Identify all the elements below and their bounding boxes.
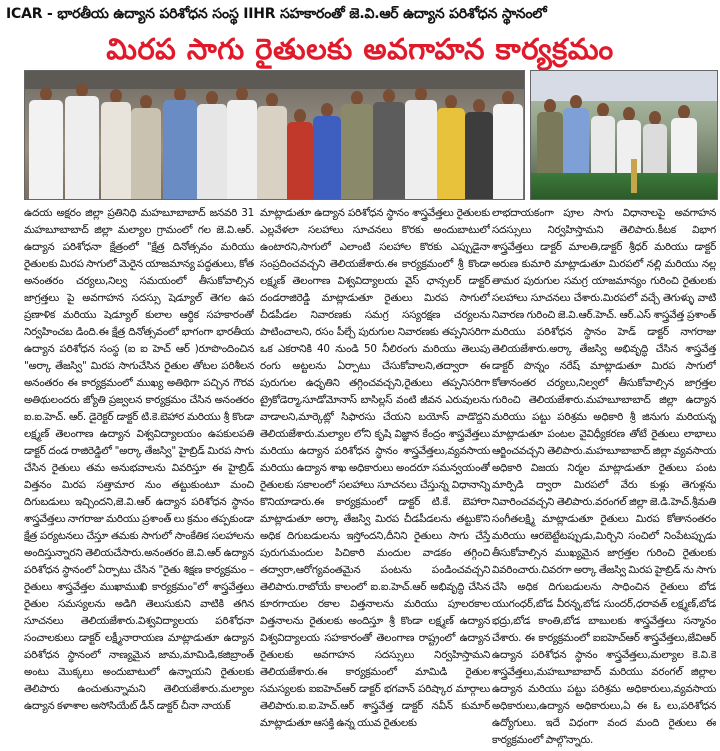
person-figure bbox=[405, 87, 437, 199]
person-figure bbox=[493, 91, 523, 199]
ground bbox=[531, 173, 717, 199]
person-figure bbox=[373, 89, 405, 199]
person-figure bbox=[313, 103, 341, 199]
building-wall bbox=[25, 71, 524, 89]
article-column-3: లాభదాయకంగా పూల సాగు విధానాలపై అవగాహన సదస్సులు నిర్వహిస్తామని తెలిపారు.కీటక విభాగ శాస్త్రవేత్తలు డాక్టర్ మాలతి,డాక్టర్ శ్రీధర్ మరియు డాక్టర్ అరుణ కుమారి మాట్లాడుతూ మిరపలో నల్లి మరియు నల్ల తామర పురుగుల సమగ్ర యాజమాన్యం గురించి రైతులకు సలహాలు సూచనలు చేశారు.మిరపలో వచ్చే తెగుళ్ళు వాటి నివారణ గురించి జె.వి.ఆర్.హెచ్. ఆర్.ఎస్ శాస్త్రవేత్త ప్రశాంత్ మరియు పరిశోధన స్థానం హెడ్ డాక్టర్ నాగరాజు తెలియజేశారు.అర్కా తేజస్వి అభివృద్ధి చేసిన శాస్త్రవేత్త డాక్టర్ పొన్నం నరేష్ మాట్లాడుతూ మిరప సాగులో కోతానంతర చర్యలు,నిల్వలో తీసుకోవాల్సిన జాగ్రత్తల గురించి తెలియజేశారు.మహబూబాబాద్ జిల్లా ఉద్యాన మరియు పట్టు పరిశ్రమ అధికారి శ్రీ జినుగు మరియన్న మాట్లాడుతూ పంటల వైవిధ్యీకరణ తోటే రైతులు లాభాలు ఆర్జించవచ్చని తెలిపారు.మహబూబాబాద్ జిల్లా వ్యవసాయ అధికారి విజయ నిర్మల మాట్లాడుతూ రైతులు పంట మార్పిడి ద్వారా మిరపలో వేరు కుళ్లు తెగుళ్లను నివారించవచ్చని తెలిపారు.వరంగల్ జిల్లా జె.డి.హెచ్.శ్రీమతి సంగీతలక్ష్మి మాట్లాడుతూ రైతులు మిరప కోతానంతరం మరియు ఆరబెట్టేటప్పుడు,మిర్చిని సంచిలో నింపేటప్పుడు తీసుకోవాల్సిన ముఖ్యమైన జాగ్రత్తల గురించి రైతులకు వివరించారు.చివరగా అర్కా తేజస్వి మిరప హైబ్రిడ్ ను సాగు చేసి అధిక దిగుబడులను సాధించిన రైతులు బోడ యుగంధర్,బోడ వీరన్న,బోడ సుందర్,ధరావత్ లక్ష్మణ్,బోడ భద్రు,బోడ కాంతి,బోడ బాబులకు శాస్త్రవేత్తలు సన్మానం చేశారు. ఈ కార్యక్రమంలో ఐఐహెచ్ఆర్ శాస్త్రవేత్తలు,జేవిఆర్ ఉద్యాన పరిశోధన స్థానం శాస్త్రవేత్తలు,మల్యాల కె.వి.కె శాస్త్రవేత్తలు,మహబూబాబాద్ మరియు వరంగల్ జిల్లాల ఉద్యాన మరియు పట్టు పరిశ్రమ అధికారులు,వ్యవసాయ అధికారులు,ఉద్యాన అధికారులు,ఏ ఈ ఓ లు,పరిశోధన ఉద్యోగులు. ఇదే విధంగా వంద మంది రైతులు ఈ కార్యక్రమంలో పాల్గొన్నారు. bbox=[492, 207, 716, 746]
person-figure bbox=[131, 95, 161, 199]
group-photo bbox=[24, 70, 525, 200]
person-figure bbox=[101, 89, 131, 199]
kicker-line: ICAR - భారతీయ ఉద్యాన పరిశోధన సంస్థ IIHR సహకారంతో జె.వి.ఆర్ ఉద్యాన పరిశోధన స్థానంలో bbox=[6, 6, 547, 22]
person-figure bbox=[257, 93, 287, 199]
person-figure bbox=[163, 87, 197, 199]
person-figure bbox=[197, 91, 227, 199]
person-figure bbox=[465, 99, 493, 199]
person-figure bbox=[227, 87, 257, 199]
lamp-lighting-photo bbox=[530, 70, 718, 200]
article-column-2: మాట్లాడుతూ ఉద్యాన పరిశోధన స్థానం శాస్త్రవేత్తలు రైతులకు ఎల్లవేళలా సలహాలు సూచనలు కొరకు అందుబాటులో ఉంటారని,సాగులో ఎలాంటి సలహాల కొరకు ఎప్పుడైనా సంప్రదించవచ్చని తెలియజేశారు.ఈ కార్యక్రమంలో శ్రీ కొండా లక్ష్మణ్ తెలంగాణ విశ్వవిద్యాలయ వైస్ ఛాన్సలర్ డాక్టర్ దండరాజిరెడ్డి మాట్లాడుతూ రైతులు మిరప సాగులో చీడపీడల నివారణకు సమగ్ర సస్యరక్షణ చర్యలను పాటించాలని, రసం పీల్చే పురుగుల నివారణకు తప్పనిసరిగా ఒక ఎకరానికి 40 నుండి 50 నీలిరంగు మరియు తెలుపు రంగు అట్టలను ఏర్పాటు చేసుకోవాలని,తద్వారా ఈ పురుగుల ఉధృతిని తగ్గించవచ్చని,రైతులు తప్పనిసరిగా ట్రైకోడెర్మా,సూడోమోనాస్ బాసిల్లస్ వంటి జీవన ఎరువులను వాడాలని,మార్కెట్లో సిఫారసు చేయని బయోస్ వాడొద్దని తెలియజేశారు.మల్యాల లోని కృషి విజ్ఞాన కేంద్రం శాస్త్రవేత్తలు మరియు ఉద్యాన పరిశోధన స్థానం శాస్త్రవేత్తలు,వ్యవసాయ మరియు ఉద్యాన శాఖ అధికారులు అందరూ సమన్వయంతో రైతులకు సకాలంలో సలహాలు సూచనలు చేస్తున్న విధానాన్ని కొనియాడారు.ఈ కార్యక్రమంలో డాక్టర్ టి.కే. బెహారా మాట్లాడుతూ అర్కా తేజస్వి మిరప చీడపీడలను తట్టుకొని అధిక దిగుబడులను ఇస్తోందని,దీనిని రైతులు సాగు చేస్తే పురుగుమందుల పిచికారి మందుల వాడకం తగ్గించి తద్వారా,ఆరోగ్యవంతమైన పంటను పండించవచ్చని తెలిపారు.రాబోయే కాలంలో ఐ.ఐ.హెచ్.ఆర్ అభివృద్ధి చేసిన కూరగాయల రకాల విత్తనాలను మరియు పూలరకాల విత్తనాలను రైతులకు అందిస్తూ శ్రీ కొండా లక్ష్మణ్ ఉద్యాన విశ్వవిద్యాలయ సహకారంతో తెలంగాణ రాష్ట్రంలో ఉద్యాన రైతులకు అవగాహన సదస్సులు నిర్వహిస్తామని తెలియజేశారు.ఈ కార్యక్రమంలో మామిడి రైతుల సమస్యలకు ఐఐహెచ్ఆర్ డాక్టర్ భగవాన్ పరిష్కార మార్గాలు తెలిపారు.ఐ.ఐ.హెచ్.ఆర్ శాస్త్రవేత్త డాక్టర్ నవీన్ కుమార్ మాట్లాడుతూ ఆసక్తి ఉన్న యువ రైతులకు bbox=[260, 207, 490, 729]
person-figure bbox=[341, 91, 373, 199]
lamp-icon bbox=[631, 159, 637, 193]
person-figure bbox=[65, 83, 99, 199]
person-figure bbox=[437, 95, 465, 199]
headline: మిరప సాగు రైతులకు అవగాహన కార్యక్రమం bbox=[106, 32, 614, 66]
article-column-1: ఉదయ అక్షరం జిల్లా ప్రతినిధి మహబూబాబాద్ జనవరి 31 మహబూబాబాద్ జిల్లా మల్యాల గ్రామంలో గల జె.వి.ఆర్. ఉద్యాన పరిశోధనా క్షేత్రంలో "క్షేత్ర దినోత్సవం మరియు రైతులకు మిరప సాగులో మెరైన యాజమాన్య పద్ధతులు, కోత అనంతరం చర్యలు,నిల్వ సమయంలో తీసుకోవాల్సిన జాగ్రత్తలు పై అవగాహన సదస్సు షెడ్యూల్ తెగల ఉప ప్రణాళిక మరియు షెడ్యూల్ కులాల ఆర్థిక సహకారంతో నిర్వహించబ డింది.ఈ క్షేత్ర దినోత్సవంలో భాగంగా భారతీయ ఉద్యాన పరిశోధన సంస్థ (ఐ ఐ హెచ్ ఆర్ )రూపొందించిన "అర్కా తేజస్వి" మిరప సాగుచేసిన రైతుల తోటల పరిశీలన అనంతరం ఈ కార్యక్రమంలో ముఖ్య అతిథిగా పచ్చిన గౌరవ అతిథులందరు జ్యోతి ప్రజ్వలన కార్యక్రమం చేసిన అనంతరం ఐ.ఐ.హెచ్. ఆర్. డైరెక్టర్ డాక్టర్ టి.కె.బెహార మరియు శ్రీ కొండా లక్ష్మణ్ తెలంగాణ ఉద్యాన విశ్వవిద్యాలయం ఉపకులపతి డాక్టర్ దండ రాజిరెడ్డిలో "అర్కా తేజస్వి" హైబ్రిడ్ మిరప సాగు చేసిన రైతులు తమ అనుభవాలను వివరిస్తూ ఈ హైబ్రిడ్ విత్తనం మిరప సత్తామార నుం తట్టుకుంటూ మంచి దిగుబడులు ఇచ్చిందని,జె.వి.ఆర్ ఉద్యాన పరిశోధన స్థానం శాస్త్రవేత్తలు నాగరాజు మరియు ప్రశాంత్ లు క్రమం తప్పకుండా క్షేత్ర పర్యటనలు చేస్తూ తమకు సాగులో సాంకేతిక సలహాలను అందిస్తున్నారని తెలియచేసారు.అనంతరం జె.వి.ఆర్ ఉద్యాన పరిశోధన స్థానంలో ఏర్పాటు చేసిన "రైతు శిక్షణ కార్యక్రమం – రైతులు శాస్త్రవేత్తల ముఖాముఖి కార్యక్రమం"లో శాస్త్రవేత్తలు రైతుల సమస్యలను అడిగి తెలుసుకుని వాటికి తగిన సూచనలు తెలియజేశారు.విశ్వవిద్యాలయ పరిశోధనా సంచాలకులు డాక్టర్ లక్ష్మీనారాయణ మాట్లాడుతూ ఉద్యాన పరిశోధన స్థానంలో నాణ్యమైన జామ,మామిడి,కజిబ్రాంత్ అంటు మొక్కలు అందుబాటులో ఉన్నాయని రైతులకు తెలిపారు ఉంచుతున్నామని తెలియజేశారు.మల్యాల ఉద్యాన కళాశాల అసోసియేట్ డీన్ డాక్టర్ చీనా నాయక్ bbox=[24, 207, 254, 712]
person-figure bbox=[287, 109, 313, 199]
tent-canopy bbox=[531, 71, 717, 101]
person-figure bbox=[29, 87, 63, 199]
